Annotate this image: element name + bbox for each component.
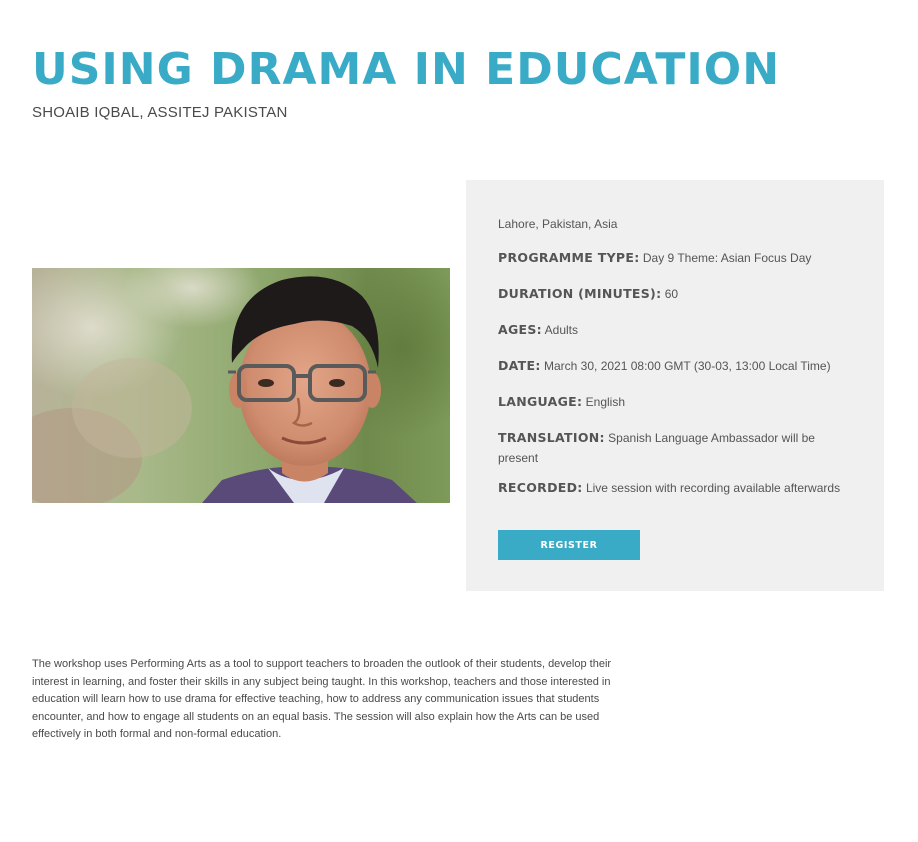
- page-title: USING DRAMA IN EDUCATION: [32, 44, 781, 95]
- programme-type-row: [498, 248, 858, 268]
- date-row: [498, 356, 858, 376]
- language-value: English: [585, 395, 626, 409]
- duration-label: DURATION (MINUTES):: [498, 286, 662, 301]
- recorded-label: RECORDED:: [498, 480, 583, 495]
- ages-label: AGES:: [498, 322, 542, 337]
- date-label: DATE:: [498, 358, 541, 373]
- programme-type-value: Day 9 Theme: Asian Focus Day: [642, 251, 812, 265]
- language-row: [498, 392, 858, 412]
- recorded-value: Live session with recording available afterwards: [585, 481, 841, 495]
- translation-value: Spanish Language Ambassador will be present: [498, 431, 815, 465]
- location-text: Lahore, Pakistan, Asia: [498, 217, 618, 231]
- recorded-row: [498, 478, 858, 498]
- language-label: LANGUAGE:: [498, 394, 583, 409]
- register-button[interactable]: REGISTER: [498, 530, 640, 560]
- programme-type-label: PROGRAMME TYPE:: [498, 250, 640, 265]
- workshop-description: The workshop uses Performing Arts as a tool to support teachers to broaden the outlook of their students, develop their interest in learning, and foster their skills in any subject being taught. In this workshop, teachers and those interested in education will learn how to use drama for effective teaching, how to address any communication issues that students encounter, and how to engage all students on an equal basis. The session will also explain how the Arts can be used effectively in both formal and non-formal education.: [32, 658, 612, 740]
- presenter-subtitle: SHOAIB IQBAL, ASSITEJ PAKISTAN: [32, 104, 288, 121]
- event-info-panel: [466, 180, 884, 591]
- date-value: March 30, 2021 08:00 GMT (30-03, 13:00 Local Time): [544, 359, 831, 373]
- translation-row: [498, 428, 858, 468]
- duration-row: [498, 284, 858, 304]
- presenter-photo: [32, 268, 450, 503]
- ages-row: [498, 320, 858, 340]
- presenter-photo-illustration: [32, 268, 450, 503]
- translation-label: TRANSLATION:: [498, 430, 605, 445]
- ages-value: Adults: [544, 323, 579, 337]
- duration-value: 60: [664, 287, 679, 301]
